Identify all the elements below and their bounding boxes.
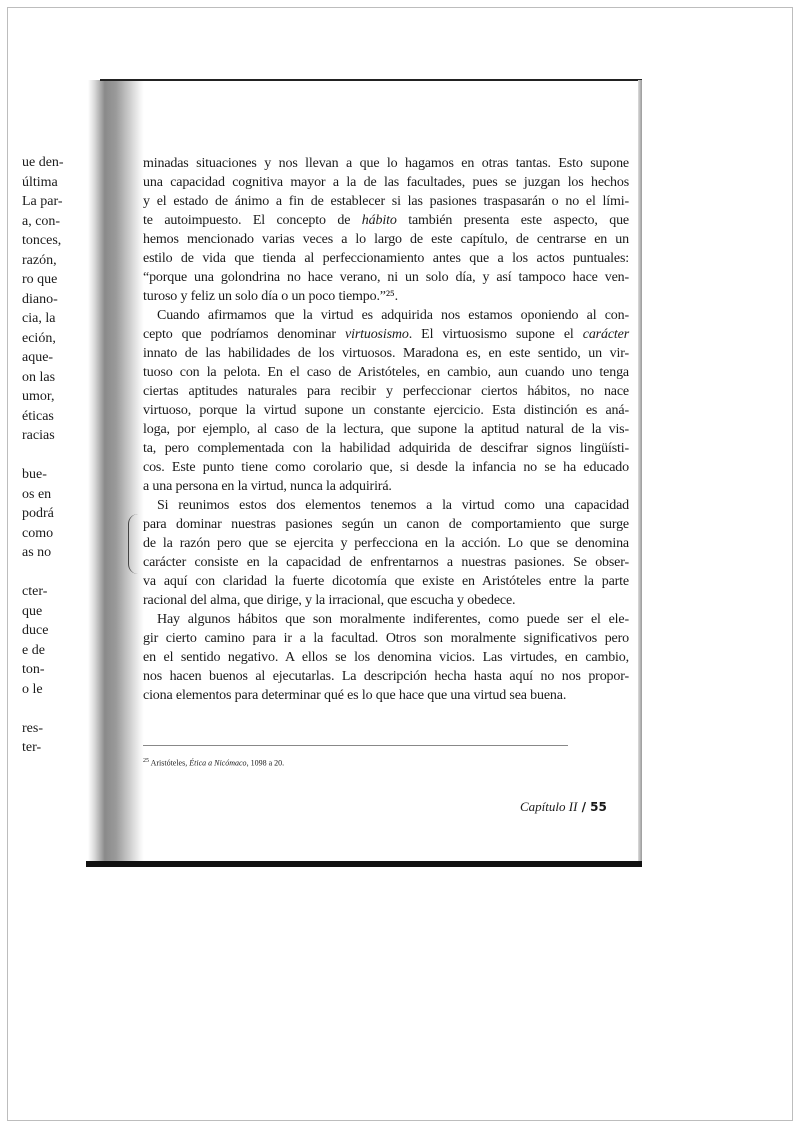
text-line <box>143 249 629 268</box>
text-segment: y el estado de ánimo a fin de establecer si las pasiones traspasarán o no el lími- <box>143 194 629 209</box>
text-segment: Cuando afirmamos que la virtud es adquirida nos estamos oponiendo al con- <box>157 308 629 323</box>
text-segment: minadas situaciones y nos llevan a que lo hagamos en otras tantas. Esto supone <box>143 156 629 171</box>
italic-term: carácter <box>582 327 629 342</box>
left-page-line: os en <box>22 486 52 502</box>
text-segment: innato de las habilidades de los virtuosos. Maradona es, en este sentido, un vir- <box>143 346 629 361</box>
text-segment: gir cierto camino para ir a la facultad. Otros son moralmente significativos pero <box>143 631 629 646</box>
left-page-line: as no <box>22 545 52 560</box>
page-right-edge <box>638 80 642 866</box>
text-segment: para dominar nuestras pasiones según un canon de comportamiento que surge <box>143 517 629 532</box>
text-line <box>143 610 629 629</box>
left-page-line: eción, <box>22 330 56 346</box>
text-segment: ciertas aptitudes naturales para recibir y perfeccionar ciertos hábitos, no nace <box>143 384 629 399</box>
text-line <box>143 230 629 249</box>
text-segment: ta, pero complementada con la habilidad adquirida de descifrar signos lingüísti- <box>143 441 629 456</box>
text-line <box>143 439 629 458</box>
text-segment: una capacidad cognitiva mayor a la de las facultades, pues se juzgan los hechos <box>143 175 629 190</box>
text-line <box>143 306 629 325</box>
footnote <box>143 755 284 770</box>
text-line <box>143 686 629 705</box>
left-page-line: res- <box>22 720 43 736</box>
text-segment: nos hacen buenos al ejecutarlas. La descripción hecha hasta aquí no nos propor- <box>143 669 629 684</box>
text-line <box>143 667 629 686</box>
text-segment: cepto que podríamos denominar <box>143 327 346 342</box>
left-page-line: racias <box>22 428 55 443</box>
text-segment: turoso y feliz un solo día o un poco tiempo.”²⁵. <box>143 289 398 304</box>
left-page-line: éticas <box>22 408 54 424</box>
text-line <box>143 553 629 572</box>
text-line <box>143 534 629 553</box>
footnote-number: 25 <box>143 758 149 764</box>
text-segment: en el sentido negativo. A ellos se los denomina vicios. Las virtudes, en cambio, <box>143 650 629 665</box>
text-line <box>143 192 629 211</box>
text-line <box>143 268 629 287</box>
text-segment: tuoso con la pelota. En el caso de Aristóteles, en cambio, aun cuando uno tenga <box>143 365 629 380</box>
left-page-line: que <box>22 603 43 619</box>
footer-separator: / <box>577 800 591 814</box>
left-page-line: ro que <box>22 272 58 287</box>
footnote-title: Ética a Nicómaco <box>189 758 247 768</box>
left-page-line: bue- <box>22 467 47 482</box>
text-line <box>143 287 629 306</box>
left-page-line: razón, <box>22 252 57 268</box>
body-text <box>143 154 629 705</box>
text-segment: loga, por ejemplo, al caso de la lectura, que supone la aptitud natural de la vis- <box>143 422 629 437</box>
left-page-line: tonces, <box>22 233 62 248</box>
text-line <box>143 363 629 382</box>
page-number: 55 <box>590 800 607 814</box>
footnote-ref: , 1098 a 20. <box>246 758 285 768</box>
left-page-line: La par- <box>22 194 63 209</box>
page-top-edge <box>100 79 642 81</box>
footnote-rule <box>143 745 568 746</box>
text-line <box>143 211 629 230</box>
footnote-author: Aristóteles, <box>150 758 190 768</box>
text-segment: también presenta este aspecto, que <box>396 213 629 228</box>
text-line <box>143 420 629 439</box>
left-page-line: cia, la <box>22 311 56 326</box>
text-segment: hemos mencionado varias veces a lo largo de este capítulo, de centrarse en un <box>143 232 629 247</box>
text-segment: ciona elementos para determinar qué es lo que hace que una virtud sea buena. <box>143 688 567 703</box>
text-line <box>143 515 629 534</box>
text-segment: “porque una golondrina no hace verano, ni un solo día, y así tampoco hace ven- <box>143 270 629 285</box>
left-page-fragments <box>22 153 88 758</box>
text-segment: te autoimpuesto. El concepto de <box>143 213 362 228</box>
left-page-line: o le <box>22 681 43 697</box>
page-bottom-edge <box>86 861 642 867</box>
text-segment: . El virtuosismo supone el <box>408 327 583 342</box>
text-line <box>143 496 629 515</box>
text-line <box>143 173 629 192</box>
text-line <box>143 648 629 667</box>
handwritten-bracket-mark <box>128 514 141 574</box>
left-page-line <box>22 563 88 583</box>
text-line <box>143 458 629 477</box>
text-segment: carácter consiste en la capacidad de enfrentarnos a nuestras pasiones. Se obser- <box>143 555 629 570</box>
left-page-line: ter- <box>22 740 42 755</box>
text-line <box>143 382 629 401</box>
text-segment: Si reunimos estos dos elementos tenemos a la virtud como una capacidad <box>157 498 629 513</box>
text-segment: va aquí con claridad la fuerte dicotomía que existe en Aristóteles entre la parte <box>143 574 629 589</box>
left-page-line <box>22 699 88 719</box>
text-line <box>143 344 629 363</box>
text-line <box>143 591 629 610</box>
left-page-line: e de <box>22 642 45 658</box>
left-page-line: a, con- <box>22 213 61 229</box>
text-line <box>143 629 629 648</box>
text-segment: de la razón pero que se ejercita y perfecciona en la acción. Lo que se denomina <box>143 536 629 551</box>
italic-term: hábito <box>361 213 397 228</box>
text-segment: racional del alma, que dirige, y la irracional, que escucha y obedece. <box>143 593 516 608</box>
text-line <box>143 325 629 344</box>
page-footer <box>520 799 607 815</box>
left-page-line: ton- <box>22 662 45 677</box>
text-segment: estilo de vida que tienda al perfeccionamiento antes que a los actos puntuales: <box>143 251 629 266</box>
left-page-line: duce <box>22 623 49 638</box>
left-page-line: como <box>22 525 54 541</box>
text-line <box>143 477 629 496</box>
text-line <box>143 572 629 591</box>
text-segment: Hay algunos hábitos que son moralmente indiferentes, como puede ser el ele- <box>157 612 629 627</box>
italic-term: virtuosismo <box>345 327 409 342</box>
left-page-line: aque- <box>22 350 54 365</box>
left-page-line: diano- <box>22 291 58 307</box>
left-page-line: on las <box>22 369 56 385</box>
left-page-line: cter- <box>22 584 48 599</box>
text-segment: virtuoso, porque la virtud supone un constante ejercicio. Esta distinción es aná- <box>143 403 629 418</box>
text-segment: cos. Este punto tiene como corolario que, si desde la infancia no se ha educado <box>143 460 629 475</box>
chapter-label: Capítulo II <box>520 799 578 814</box>
left-page-line: podrá <box>22 506 54 521</box>
left-page-line: última <box>22 174 58 190</box>
text-line <box>143 401 629 420</box>
book-gutter-shadow <box>88 80 144 862</box>
left-page-line: ue den- <box>22 155 64 170</box>
left-page-line <box>22 446 88 466</box>
left-page-line: umor, <box>22 389 55 404</box>
text-segment: a una persona en la virtud, nunca la adquirirá. <box>143 479 392 494</box>
text-line <box>143 154 629 173</box>
